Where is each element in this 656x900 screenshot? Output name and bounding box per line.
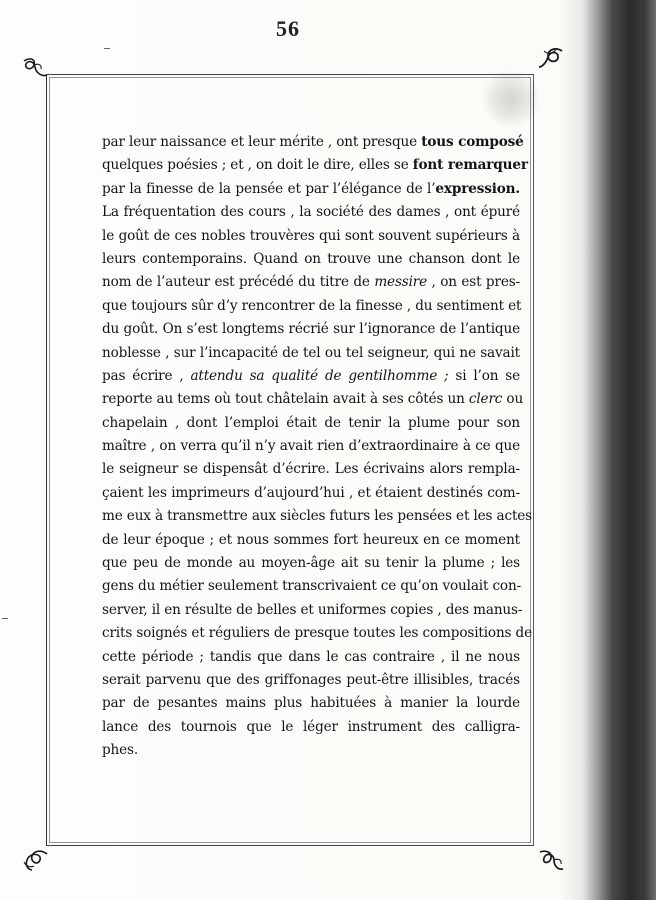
text-span: lance des tournois que le léger instrument des calligra-	[102, 718, 520, 735]
text-line	[102, 201, 520, 224]
scroll-ornament-icon	[536, 846, 566, 874]
text-span: le seigneur se dispensât d’écrire. Les écrivains alors rempla-	[102, 461, 520, 478]
text-line	[102, 388, 524, 411]
text-span: cette période ; tandis que dans le cas contraire , il ne nous	[102, 648, 520, 665]
text-span: serait parvenu que des griffonages peut-être illisibles, tracés	[102, 671, 520, 688]
text-span: chapelain , dont l’emploi était de tenir la plume pour son	[102, 414, 520, 431]
text-span: me eux à transmettre aux siècles futurs les pensées et les actes	[102, 508, 532, 525]
text-span: pas écrire ,	[102, 367, 191, 384]
bold-phrase: font remarquer	[412, 157, 528, 174]
text-line	[102, 365, 520, 388]
text-line	[102, 552, 520, 575]
text-line	[102, 505, 532, 528]
text-line	[102, 482, 520, 505]
text-span: noblesse , sur l’incapacité de tel ou tel seigneur, qui ne savait	[102, 344, 520, 361]
text-line	[102, 622, 532, 645]
text-span: La fréquentation des cours , la société des dames , ont épuré	[102, 204, 520, 221]
text-span: reporte au tems où tout châtelain avait à ses côtés un	[102, 391, 469, 408]
text-line	[102, 154, 528, 177]
text-line	[102, 458, 520, 481]
text-span: du goût. On s’est longtems récrié sur l’ignorance de l’antique	[102, 321, 520, 338]
text-line	[102, 178, 520, 201]
text-span: phes.	[102, 742, 139, 759]
margin-mark	[2, 618, 8, 619]
text-line	[102, 295, 520, 318]
scroll-ornament-icon	[20, 846, 50, 874]
text-line	[102, 318, 520, 341]
italic-phrase: clerc	[468, 391, 503, 408]
text-line	[102, 248, 520, 271]
text-span: le goût de ces nobles trouvères qui sont souvent supérieurs à	[102, 227, 520, 244]
body-text	[102, 131, 532, 763]
page-number: 56	[276, 16, 300, 41]
text-line	[102, 271, 520, 294]
text-line	[102, 529, 520, 552]
margin-mark	[104, 48, 110, 49]
text-line	[102, 692, 520, 715]
text-span: si l’on se	[448, 367, 520, 384]
bold-phrase: tous composé	[421, 134, 524, 150]
text-span: çaient les imprimeurs d’aujourd’hui , et étaient destinés com-	[102, 484, 520, 501]
text-line	[102, 716, 520, 739]
text-span: maître , on verra qu’il n’y avait rien d’extraordinaire à ce que	[102, 438, 520, 455]
text-line	[102, 342, 520, 365]
text-line	[102, 435, 520, 458]
text-span: de leur époque ; et nous sommes fort heureux en ce moment	[102, 531, 520, 548]
text-line	[102, 575, 520, 598]
bold-phrase: expression.	[435, 180, 520, 197]
text-line	[102, 599, 523, 622]
text-span: gens du métier seulement transcrivaient ce qu’on voulait con-	[102, 578, 522, 595]
text-span: que peu de monde au moyen-âge ait su tenir la plume ; les	[102, 555, 520, 572]
text-span: que toujours sûr d’y rencontrer de la finesse , du sentiment et	[102, 297, 522, 314]
text-line	[102, 225, 520, 248]
text-span: server, il en résulte de belles et uniformes copies , des manus-	[102, 601, 523, 618]
text-span: crits soignés et réguliers de presque toutes les compositions de	[102, 625, 532, 642]
text-line	[102, 646, 520, 669]
scroll-ornament-icon	[20, 55, 50, 83]
text-span: par de pesantes mains plus habituées à manier la lourde	[102, 695, 520, 712]
text-line	[102, 669, 520, 692]
text-span: quelques poésies ; et , on doit le dire, elles se	[102, 157, 413, 174]
scroll-ornament-icon	[536, 45, 566, 73]
italic-phrase: messire	[374, 274, 428, 291]
text-span: par la finesse de la pensée et par l’élégance de l’	[102, 180, 436, 197]
text-span: par leur naissance et leur mérite , ont presque	[102, 134, 422, 150]
text-line	[102, 412, 520, 435]
text-span: ou	[502, 391, 524, 408]
text-span: , on est pres-	[427, 274, 520, 291]
italic-phrase: attendu sa qualité de gentilhomme ;	[190, 367, 449, 384]
text-span: leurs contemporains. Quand on trouve une chanson dont le	[102, 250, 520, 267]
text-line	[102, 131, 524, 154]
text-span: nom de l’auteur est précédé du titre de	[102, 274, 375, 291]
text-line	[102, 739, 520, 762]
